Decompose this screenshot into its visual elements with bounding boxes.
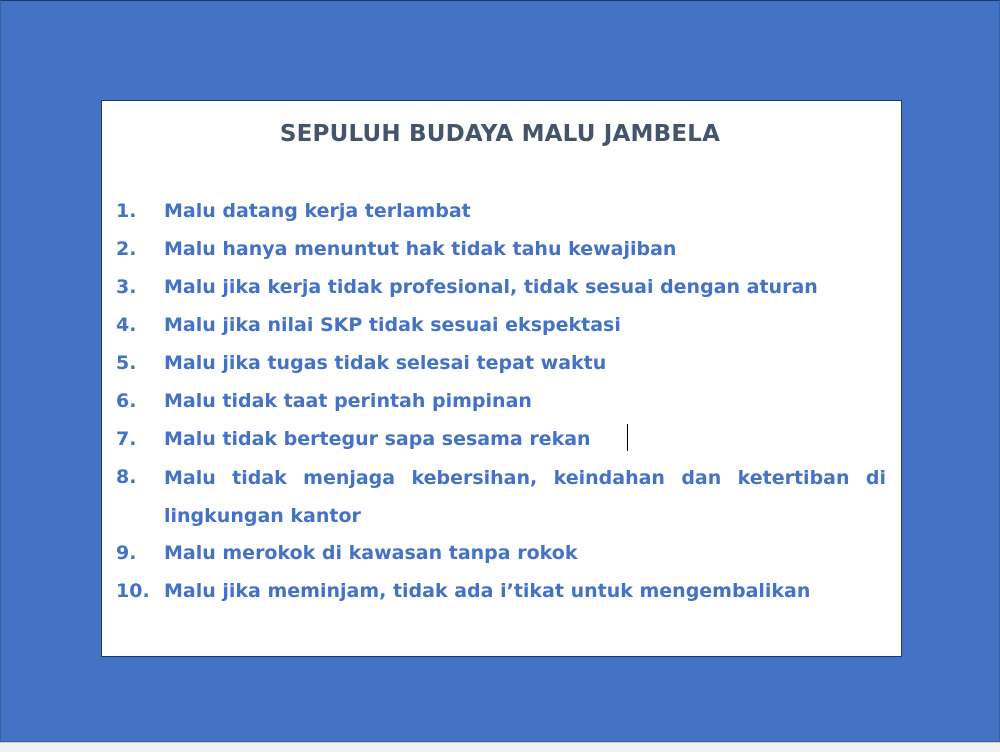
list-item xyxy=(116,234,886,272)
list-item-text: Malu jika nilai SKP tidak sesuai ekspektasi xyxy=(164,314,621,336)
list-item-number: 4. xyxy=(116,314,137,336)
text-cursor xyxy=(627,424,628,451)
list-item-number: 9. xyxy=(116,542,137,564)
culture-list xyxy=(116,196,886,614)
list-item-text: Malu jika tugas tidak selesai tepat waktu xyxy=(164,352,607,374)
list-item xyxy=(116,538,886,576)
list-item-text: Malu merokok di kawasan tanpa rokok xyxy=(164,542,578,564)
list-item xyxy=(116,348,886,386)
list-item xyxy=(116,310,886,348)
list-item-number: 3. xyxy=(116,276,137,298)
list-item-text: Malu tidak menjaga kebersihan, keindahan dan ketertiban di lingkungan kantor xyxy=(164,467,886,527)
list-item xyxy=(116,576,886,614)
list-item-text: Malu tidak bertegur sapa sesama rekan xyxy=(164,428,591,450)
list-item-number: 2. xyxy=(116,238,137,260)
list-item-number: 8. xyxy=(116,466,137,488)
list-item-number: 5. xyxy=(116,352,137,374)
list-item xyxy=(116,272,886,310)
list-item-number: 6. xyxy=(116,390,137,412)
list-item-text: Malu hanya menuntut hak tidak tahu kewajiban xyxy=(164,238,677,260)
list-item xyxy=(116,196,886,234)
list-item-text: Malu jika kerja tidak profesional, tidak sesuai dengan aturan xyxy=(164,276,818,298)
page-title: SEPULUH BUDAYA MALU JAMBELA xyxy=(279,121,721,147)
list-item xyxy=(116,462,886,538)
list-item-text: Malu tidak taat perintah pimpinan xyxy=(164,390,532,412)
list-item-number: 1. xyxy=(116,200,137,222)
list-item-number: 10. xyxy=(116,580,150,602)
list-item-text: Malu jika meminjam, tidak ada i’tikat untuk mengembalikan xyxy=(164,580,811,602)
list-item xyxy=(116,424,886,462)
list-item xyxy=(116,386,886,424)
list-item-number: 7. xyxy=(116,428,137,450)
list-item-text: Malu datang kerja terlambat xyxy=(164,200,471,222)
